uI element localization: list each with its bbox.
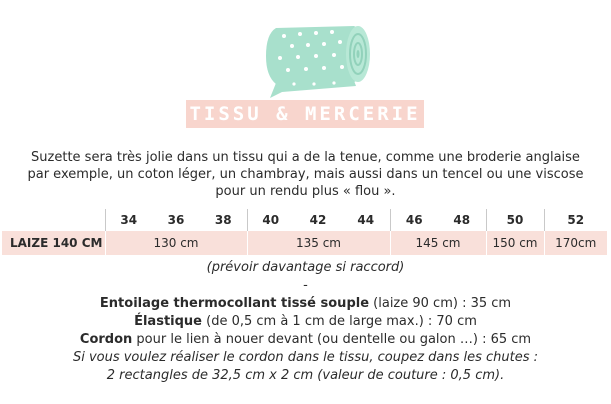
size-header: 50 [486, 209, 544, 231]
size-header: 52 [567, 213, 585, 227]
value-cell: 170cm [544, 231, 607, 255]
intro-line: Suzette sera très jolie dans un tissu qui a de la tenue, comme une broderie anglaise [31, 150, 580, 165]
size-header: 40 [262, 213, 280, 227]
size-header: 46 [405, 213, 423, 227]
raccord-note: (prévoir davantage si raccord) [206, 260, 405, 275]
header-empty-cell [2, 209, 105, 231]
entoilage-label: Entoilage thermocollant tissé souple [99, 296, 370, 311]
supplies-notes [0, 259, 611, 385]
entoilage-value: (laize 90 cm) : 35 cm [369, 296, 512, 311]
cordon-label: Cordon [79, 332, 133, 347]
size-header-row [2, 209, 607, 231]
value-cell: 130 cm [105, 231, 247, 255]
size-header: 36 [167, 213, 185, 227]
value-cell: 145 cm [390, 231, 486, 255]
tip-line: 2 rectangles de 32,5 cm x 2 cm (valeur de couture : 0,5 cm). [106, 368, 505, 383]
laize-row [2, 231, 607, 255]
section-banner [186, 100, 424, 128]
banner-title: TISSU & MERCERIE [189, 103, 421, 125]
dash-separator: - [303, 278, 308, 293]
size-header: 48 [438, 209, 486, 231]
tip-line: Si vous voulez réaliser le cordon dans le tissu, coupez dans les chutes : [72, 350, 539, 365]
intro-paragraph [20, 149, 591, 200]
size-header: 38 [200, 209, 247, 231]
elastique-line [0, 313, 611, 331]
cordon-line [0, 331, 611, 349]
size-header: 34 [120, 213, 138, 227]
intro-line: pour un rendu plus « flou ». [215, 184, 396, 199]
entoilage-line [0, 295, 611, 313]
cordon-value: pour le lien à nouer devant (ou dentelle ou galon …) : 65 cm [132, 332, 532, 347]
fabric-size-table [2, 209, 607, 255]
row-label: LAIZE 140 CM [2, 231, 105, 255]
size-header: 44 [342, 209, 390, 231]
value-cell: 135 cm [247, 231, 390, 255]
size-header: 42 [309, 213, 327, 227]
elastique-label: Élastique [134, 314, 202, 329]
value-cell: 150 cm [486, 231, 544, 255]
intro-line: par exemple, un coton léger, un chambray, mais aussi dans un tencel ou une viscose [27, 167, 584, 182]
elastique-value: (de 0,5 cm à 1 cm de large max.) : 70 cm [202, 314, 477, 329]
fabric-roll-icon [258, 18, 378, 102]
